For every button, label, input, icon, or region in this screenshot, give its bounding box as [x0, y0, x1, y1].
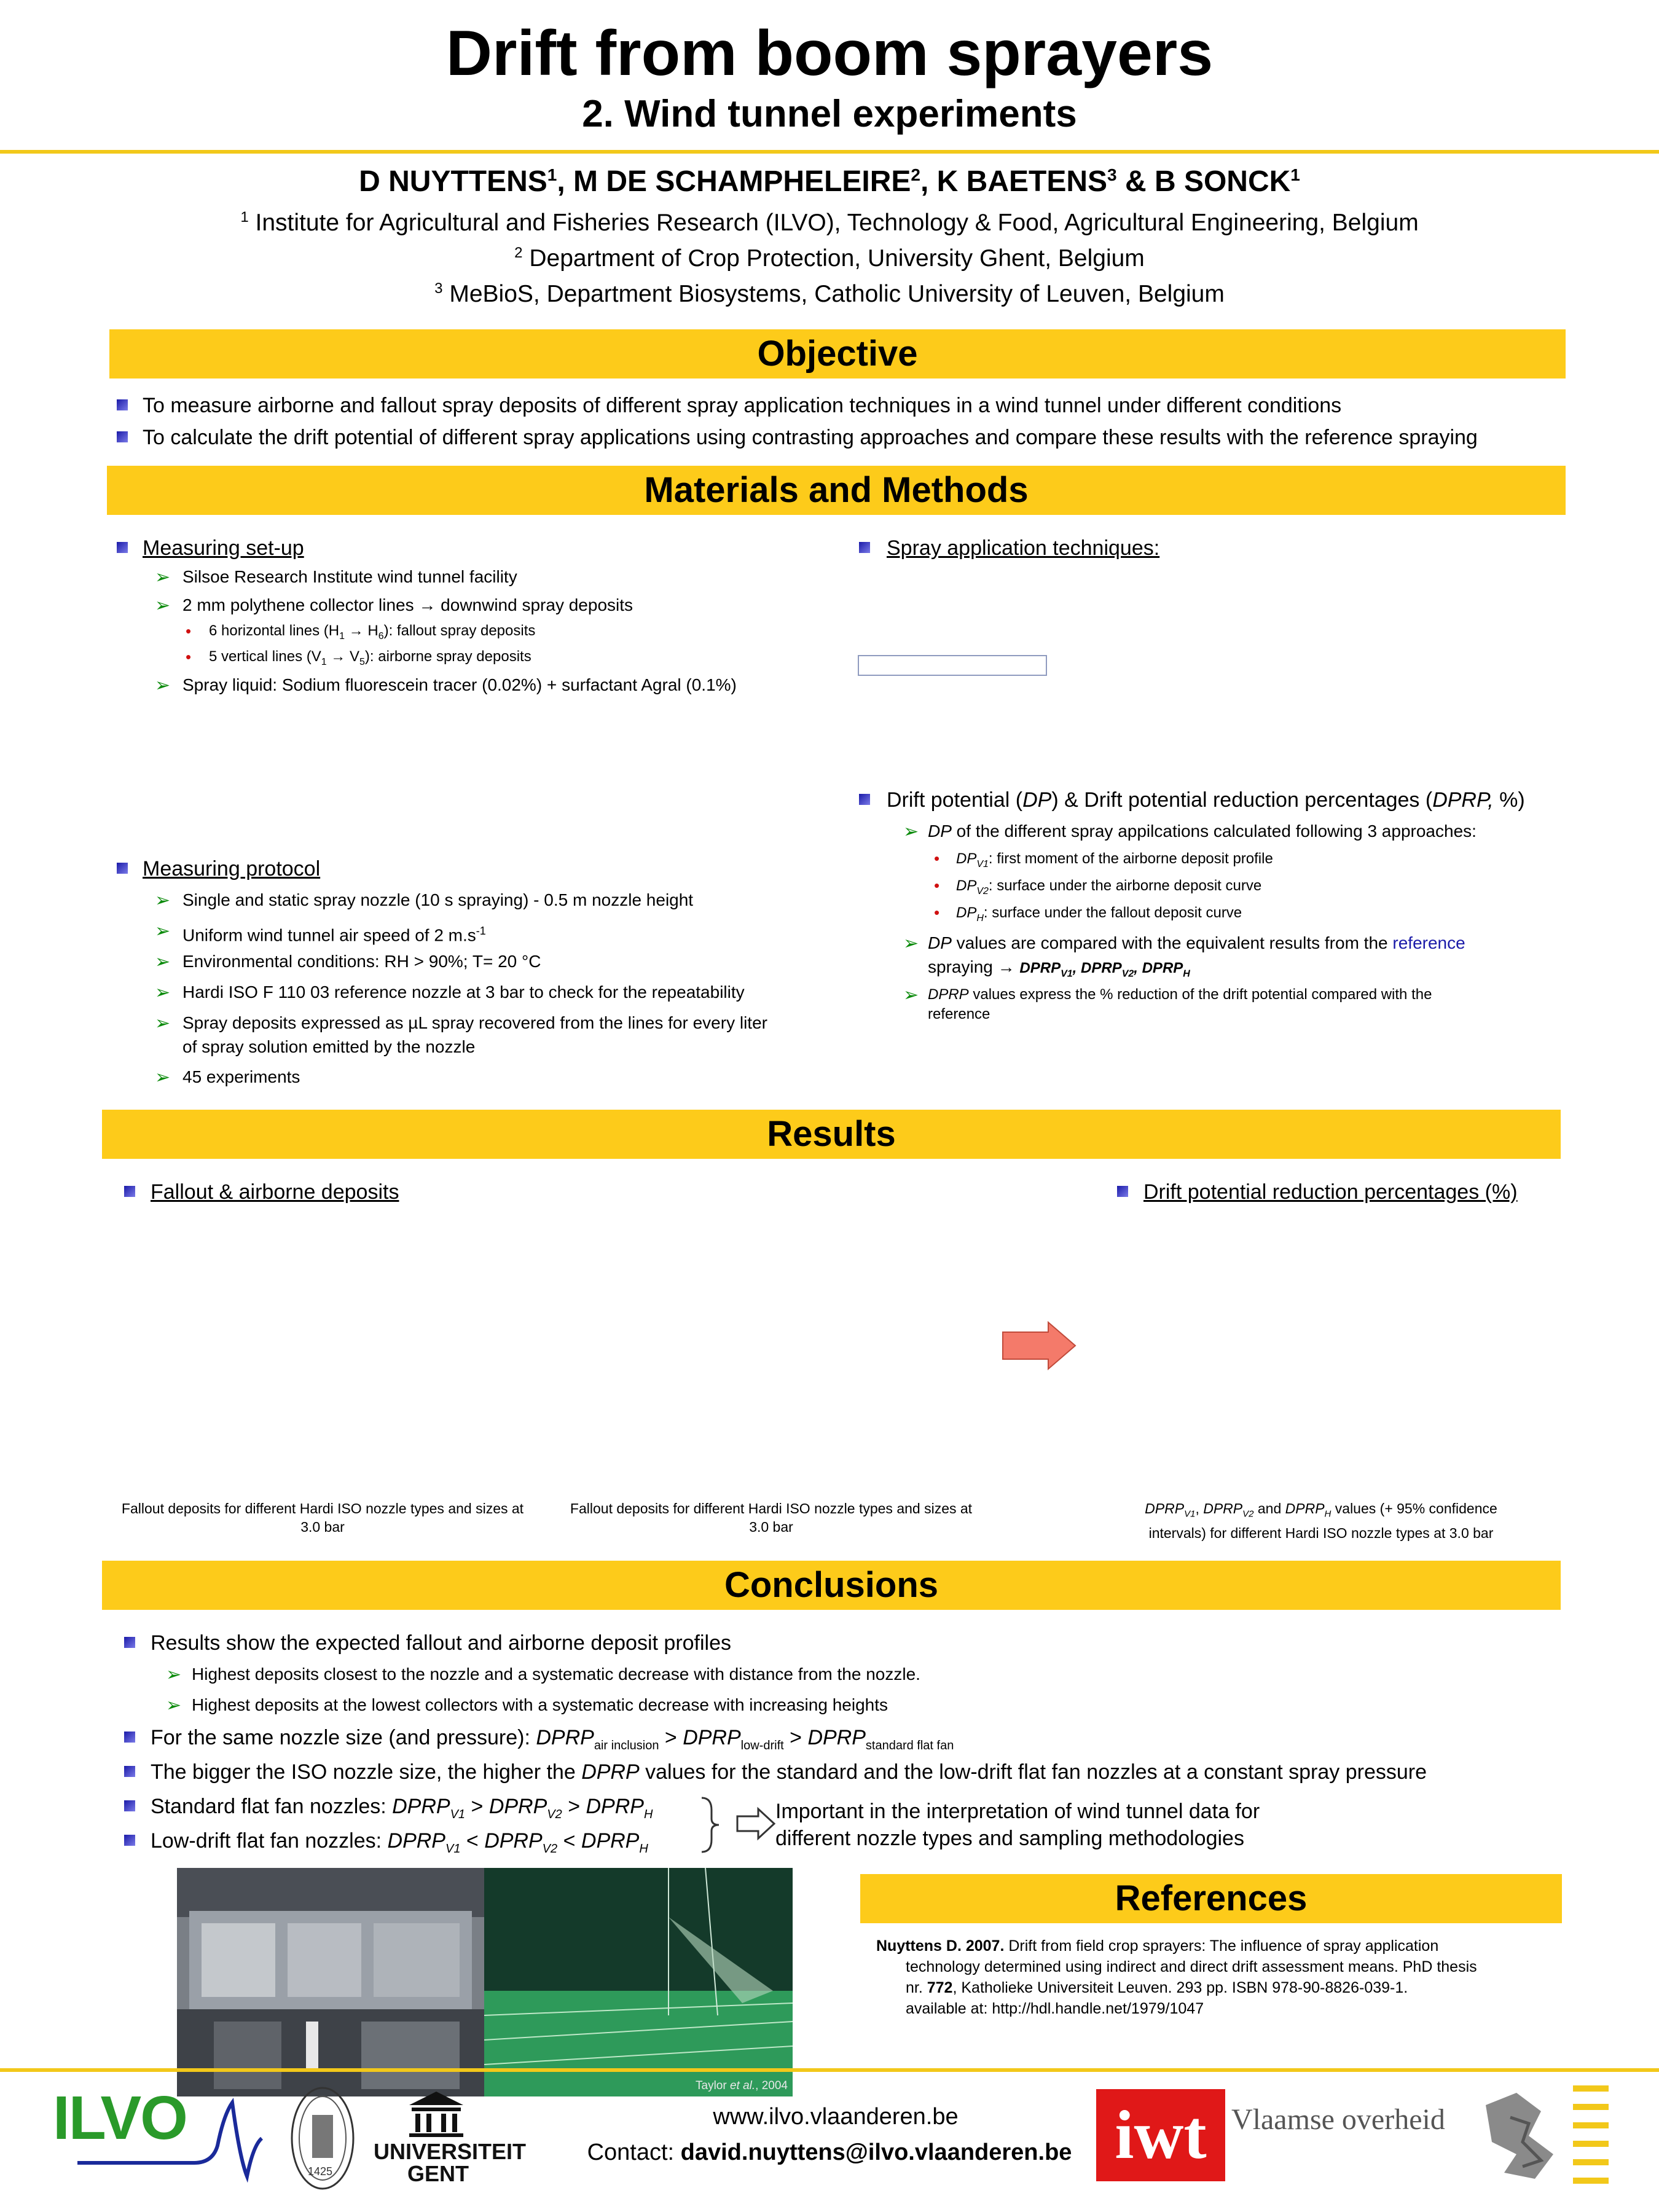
protocol-item-5a: Spray deposits expressed as µL spray recovered from the lines for every liter	[182, 1013, 767, 1032]
drift-item-b1: $DP_{V1}$: first moment of the airborne deposit profile	[956, 850, 1273, 869]
arrow-bullet-icon: ➢	[155, 1013, 171, 1033]
arrow-bullet-icon: ➢	[903, 933, 919, 954]
conclusion-3: The bigger the ISO nozzle size, the higher the DPRP values for the standard and the low-drift flat fan nozzles at a constant spray pressure	[151, 1760, 1427, 1784]
drift-item-a: DP of the different spray appilcations calculated following 3 approaches:	[928, 822, 1477, 841]
techniques-title: Spray application techniques:	[887, 536, 1160, 560]
footer-contact: Contact: david.nuyttens@ilvo.vlaanderen.be	[587, 2139, 1072, 2165]
conclusion-5: Low-drift flat fan nozzles: $DPRP_{V1}$ < $DPRP_{V2}$ < $DPRP_H$	[151, 1829, 648, 1856]
setup-item-1: Silsoe Research Institute wind tunnel facility	[182, 567, 517, 586]
arrow-bullet-icon: ➢	[903, 985, 919, 1005]
wind-tunnel-photo	[177, 1868, 484, 2096]
affiliation-3: $^3$ MeBioS, Department Biosystems, Catholic University of Leuven, Belgium	[434, 280, 1225, 307]
dot-bullet-icon: •	[934, 903, 940, 922]
caption-dprp: $DPRP_{V1}$, $DPRP_{V2}$ and $DPRP_H$ values (+ 95% confidence intervals) for different Hardi ISO nozzle types at 3.0 bar	[1145, 1500, 1497, 1541]
results-heading: Results	[102, 1110, 1561, 1159]
poster-title: Drift from boom sprayers	[445, 18, 1214, 89]
poster-subtitle: 2. Wind tunnel experiments	[582, 93, 1077, 135]
bullet-square-icon	[859, 542, 870, 553]
setup-item-2: 2 mm polythene collector lines → downwind spray deposits	[182, 595, 633, 614]
arrow-bullet-icon: ➢	[903, 822, 919, 842]
protocol-title: Measuring protocol	[143, 857, 321, 880]
protocol-item-3: Environmental conditions: RH > 90%; T= 20 °C	[182, 952, 541, 971]
bullet-square-icon	[124, 1186, 135, 1197]
bullet-square-icon	[124, 1835, 135, 1846]
affiliation-2: $^2$ Department of Crop Protection, University Ghent, Belgium	[514, 245, 1145, 272]
footer-rule	[0, 2068, 1659, 2072]
ilvo-logo: ILVO	[53, 2084, 187, 2152]
dot-bullet-icon: •	[186, 648, 192, 666]
objective-heading: Objective	[109, 329, 1566, 378]
vlaamse-overheid-logo: Vlaamse overheid	[1231, 2103, 1445, 2136]
right-arrow-icon	[1000, 1320, 1079, 1371]
bullet-square-icon	[859, 794, 870, 805]
important-note-line-2: different nozzle types and sampling methodologies	[775, 1827, 1244, 1850]
setup-item-2a: 6 horizontal lines $(H_1 \to H_6)$: fallout spray deposits	[209, 622, 536, 641]
references-heading: References	[860, 1874, 1562, 1923]
drift-title: Drift potential (DP) & Drift potential reduction percentages (DPRP, %)	[887, 788, 1525, 812]
photo-credit: Taylor et al., 2004	[696, 2079, 788, 2092]
protocol-item-6: 45 experiments	[182, 1067, 300, 1086]
drift-item-c2: spraying → $DPRP_{V1}$, $DPRP_{V2}$, $DPRP_H$	[928, 957, 1190, 979]
arrow-bullet-icon: ➢	[155, 982, 171, 1003]
arrow-bullet-icon: ➢	[155, 567, 171, 587]
brace-arrow-icon	[699, 1794, 779, 1856]
bullet-square-icon	[1117, 1186, 1128, 1197]
drift-item-b3: $DP_H$: surface under the fallout deposit curve	[956, 904, 1242, 924]
arrow-bullet-icon: ➢	[155, 952, 171, 972]
objective-item-2: To calculate the drift potential of different spray applications using contrasting approaches and compare these results with the reference spraying	[143, 426, 1478, 449]
seal-year: 1425	[308, 2165, 333, 2178]
conclusions-heading: Conclusions	[102, 1561, 1561, 1610]
arrow-bullet-icon: ➢	[155, 1067, 171, 1088]
bullet-square-icon	[124, 1766, 135, 1777]
arrow-bullet-icon: ➢	[155, 890, 171, 911]
protocol-item-2: Uniform wind tunnel air speed of 2 $m.s^{-1}$	[182, 925, 486, 945]
authors: D NUYTTENS$^1$, M DE SCHAMPHELEIRE$^2$, K BAETENS$^3$ & B SONCK$^1$	[359, 165, 1300, 198]
conclusion-1b: Highest deposits at the lowest collectors with a systematic decrease with increasing heights	[192, 1695, 888, 1714]
arrow-bullet-icon: ➢	[155, 921, 171, 941]
ugent-logo: UNIVERSITEIT GENT	[374, 2139, 527, 2186]
affiliation-1: $^1$ Institute for Agricultural and Fisheries Research (ILVO), Technology & Food, Agricultural Engineering, Belgium	[240, 209, 1419, 236]
important-note-line-1: Important in the interpretation of wind tunnel data for	[775, 1800, 1260, 1823]
setup-item-3: Spray liquid: Sodium fluorescein tracer (0.02%) + surfactant Agral (0.1%)	[182, 675, 737, 694]
setup-title: Measuring set-up	[143, 536, 304, 560]
protocol-item-5b: of spray solution emitted by the nozzle	[182, 1037, 476, 1056]
ugent-building-icon	[406, 2089, 467, 2138]
bullet-square-icon	[117, 399, 128, 410]
arrow-bullet-icon: ➢	[166, 1665, 182, 1685]
bullet-square-icon	[124, 1800, 135, 1811]
bullet-square-icon	[117, 863, 128, 874]
reference-entry: Nuyttens D. 2007. Drift from field crop sprayers: The influence of spray application technology determined using indirect and direct drift assessment means. PhD thesis nr. 772, Katholieke Universiteit Leuven. 293 pp. ISBN 978-90-8826-039-1. available at: http://hdl.handle.net/1979/1047	[876, 1937, 1477, 2017]
protocol-item-4: Hardi ISO F 110 03 reference nozzle at 3 bar to check for the repeatability	[182, 982, 745, 1002]
bullet-square-icon	[117, 431, 128, 442]
techniques-table-placeholder	[858, 655, 1047, 676]
protocol-item-1: Single and static spray nozzle (10 s spraying) - 0.5 m nozzle height	[182, 890, 694, 909]
methods-heading: Materials and Methods	[107, 466, 1566, 515]
bullet-square-icon	[124, 1732, 135, 1743]
ilvo-wave-icon	[53, 2090, 274, 2183]
arrow-bullet-icon: ➢	[155, 595, 171, 616]
bullet-square-icon	[117, 542, 128, 553]
contact-email[interactable]: david.nuyttens@ilvo.vlaanderen.be	[680, 2139, 1072, 2165]
drift-item-c: DP values are compared with the equivalent results from the reference	[928, 933, 1465, 952]
conclusion-4: Standard flat fan nozzles: $DPRP_{V1}$ > $DPRP_{V2}$ > $DPRP_H$	[151, 1795, 653, 1821]
conclusion-2: For the same nozzle size (and pressure): $DPRP_{air inclusion}$ > $DPRP_{low-drift}$ > $DPRP_{standard flat fan}$	[151, 1726, 954, 1752]
dot-bullet-icon: •	[186, 622, 192, 640]
iwt-logo: iwt	[1096, 2089, 1225, 2181]
drift-item-b2: $DP_{V2}$: surface under the airborne deposit curve	[956, 877, 1262, 896]
objective-item-1: To measure airborne and fallout spray deposits of different spray application techniques in a wind tunnel under different conditions	[143, 394, 1342, 417]
drift-item-d2: reference	[928, 1006, 990, 1022]
drift-item-d: DPRP values express the % reduction of the drift potential compared with the	[928, 986, 1432, 1003]
spray-tunnel-photo	[484, 1868, 793, 2096]
arrow-bullet-icon: ➢	[166, 1695, 182, 1716]
conclusion-1: Results show the expected fallout and airborne deposit profiles	[151, 1631, 732, 1655]
footer-website[interactable]: www.ilvo.vlaanderen.be	[713, 2104, 959, 2130]
dot-bullet-icon: •	[934, 876, 940, 895]
flemish-lion-icon	[1473, 2081, 1621, 2197]
results-left-title: Fallout & airborne deposits	[151, 1180, 399, 1204]
results-right-title: Drift potential reduction percentages (%)	[1143, 1180, 1518, 1204]
arrow-bullet-icon: ➢	[155, 675, 171, 696]
caption-fallout-1: Fallout deposits for different Hardi ISO nozzle types and sizes at 3.0 bar	[121, 1500, 524, 1535]
bullet-square-icon	[124, 1637, 135, 1648]
header-rule	[0, 150, 1659, 154]
caption-fallout-2: Fallout deposits for different Hardi ISO nozzle types and sizes at 3.0 bar	[570, 1500, 973, 1535]
dot-bullet-icon: •	[934, 849, 940, 868]
conclusion-1a: Highest deposits closest to the nozzle and a systematic decrease with distance from the nozzle.	[192, 1665, 920, 1684]
setup-item-2b: 5 vertical lines $(V_1 \to V_5)$: airborne spray deposits	[209, 648, 531, 667]
